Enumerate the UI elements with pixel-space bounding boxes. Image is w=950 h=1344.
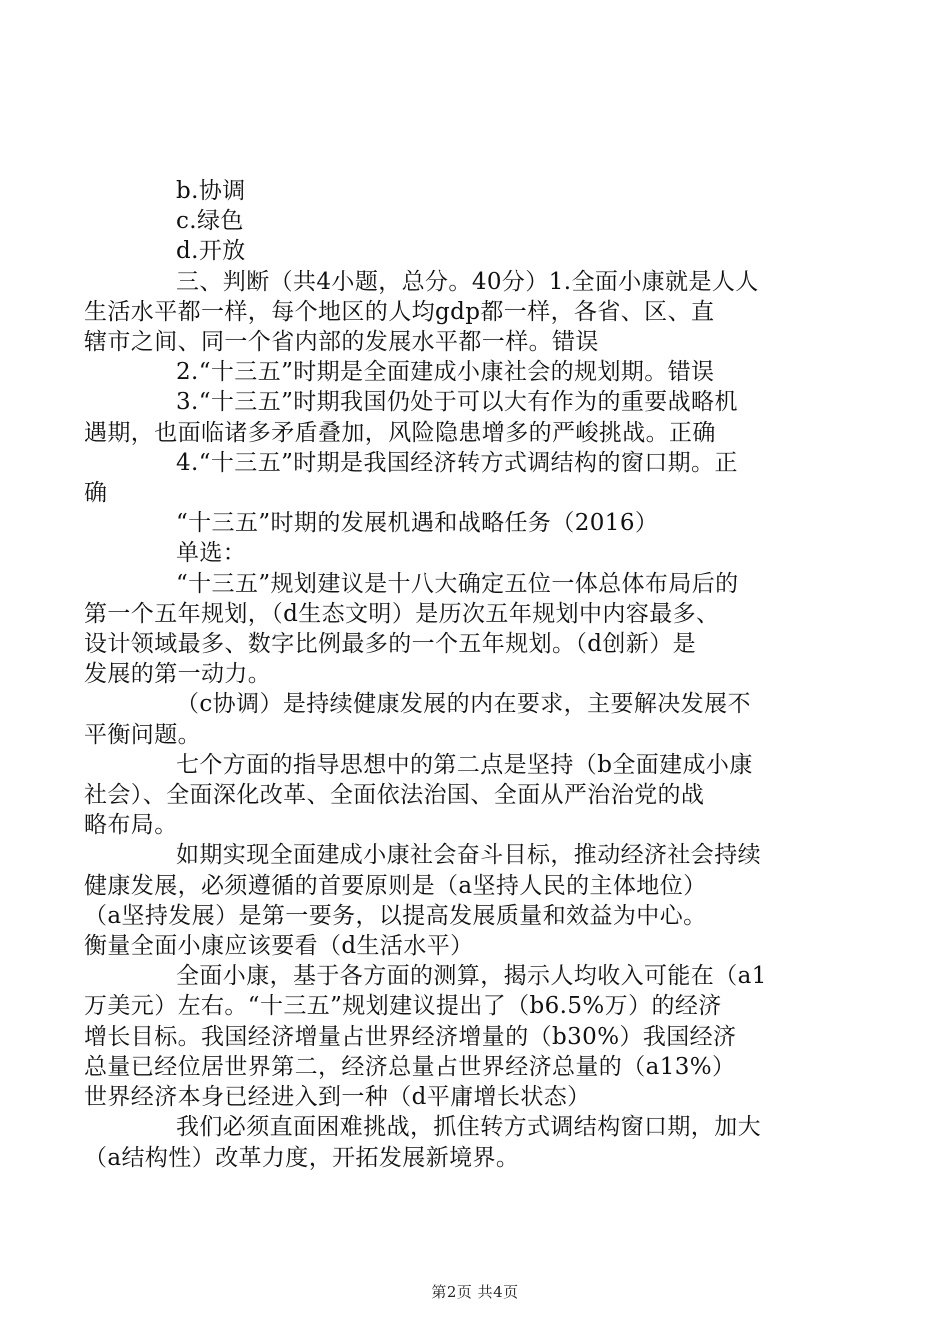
- text-line: “十三五”规划建议是十八大确定五位一体总体布局后的: [176, 570, 739, 597]
- text-line: 三、判断（共4小题，总分。40分）1.全面小康就是人人: [176, 268, 759, 295]
- paragraph: [84, 961, 840, 1112]
- text-line: 世界经济本身已经进入到一种（d平庸增长状态）: [84, 1084, 591, 1111]
- text-line: 衡量全面小康应该要看（d生活水平）: [84, 933, 474, 960]
- judgement-item-3: [84, 387, 840, 447]
- text-line: （c协调）是持续健康发展的内在要求，主要解决发展不: [176, 691, 751, 718]
- text-line: 单选：: [176, 540, 247, 567]
- text-line: 全面小康，基于各方面的测算，揭示人均收入可能在（a1: [176, 963, 767, 990]
- single-choice-heading: [130, 538, 840, 568]
- judgement-section: [84, 267, 840, 358]
- text-line: 增长目标。我国经济增量占世界经济增量的（b30%）我国经济: [84, 1023, 737, 1050]
- text-line: 社会）、全面深化改革、全面依法治国、全面从严治治党的战: [84, 782, 705, 809]
- text-line: 如期实现全面建成小康社会奋斗目标，推动经济社会持续: [176, 842, 761, 869]
- text-line: （a结构性）改革力度，开拓发展新境界。: [84, 1144, 520, 1171]
- document-body: [84, 176, 840, 1173]
- paragraph: [84, 1112, 840, 1172]
- paragraph: [84, 840, 840, 961]
- text-line: 发展的第一动力。: [84, 661, 272, 688]
- text-line: 生活水平都一样，每个地区的人均gdp都一样，各省、区、直: [84, 298, 715, 325]
- text-line: “十三五”时期的发展机遇和战略任务（2016）: [176, 510, 659, 537]
- paragraph: [84, 689, 840, 749]
- text-line: （a坚持发展）是第一要务，以提高发展质量和效益为中心。: [84, 902, 707, 929]
- option-d: [130, 236, 840, 266]
- text-line: 2.“十三五”时期是全面建成小康社会的规划期。错误: [176, 359, 715, 386]
- text-line: d.开放: [176, 238, 246, 265]
- paragraph: [84, 569, 840, 690]
- judgement-item-4: [84, 448, 840, 508]
- option-b: [130, 176, 840, 206]
- text-line: 七个方面的指导思想中的第二点是坚持（b全面建成小康: [176, 751, 753, 778]
- text-line: 设计领域最多、数字比例最多的一个五年规划。（d创新）是: [84, 631, 697, 658]
- text-line: c.绿色: [176, 208, 244, 235]
- text-line: 我们必须直面困难挑战，抓住转方式调结构窗口期，加大: [176, 1114, 761, 1141]
- option-c: [130, 206, 840, 236]
- page-footer: 第2页 共4页: [431, 1283, 519, 1301]
- text-line: 健康发展，必须遵循的首要原则是（a坚持人民的主体地位）: [84, 872, 707, 899]
- text-line: 辖市之间、同一个省内部的发展水平都一样。错误: [84, 329, 599, 356]
- text-line: 遇期，也面临诸多矛盾叠加，风险隐患增多的严峻挑战。正确: [84, 419, 716, 446]
- text-line: 确: [84, 480, 108, 507]
- section-title: [130, 508, 840, 538]
- text-line: 略布局。: [84, 812, 178, 839]
- text-line: 3.“十三五”时期我国仍处于可以大有作为的重要战略机: [176, 389, 738, 416]
- text-line: b.协调: [176, 178, 246, 204]
- paragraph: [84, 750, 840, 841]
- text-line: 平衡问题。: [84, 721, 201, 748]
- text-line: 万美元）左右。“十三五”规划建议提出了（b6.5%万）的经济: [84, 993, 722, 1020]
- text-line: 第一个五年规划，（d生态文明）是历次五年规划中内容最多、: [84, 600, 720, 627]
- judgement-item-2: [130, 357, 840, 387]
- text-line: 4.“十三五”时期是我国经济转方式调结构的窗口期。正: [176, 449, 738, 476]
- text-line: 总量已经位居世界第二，经济总量占世界经济总量的（a13%）: [84, 1053, 736, 1080]
